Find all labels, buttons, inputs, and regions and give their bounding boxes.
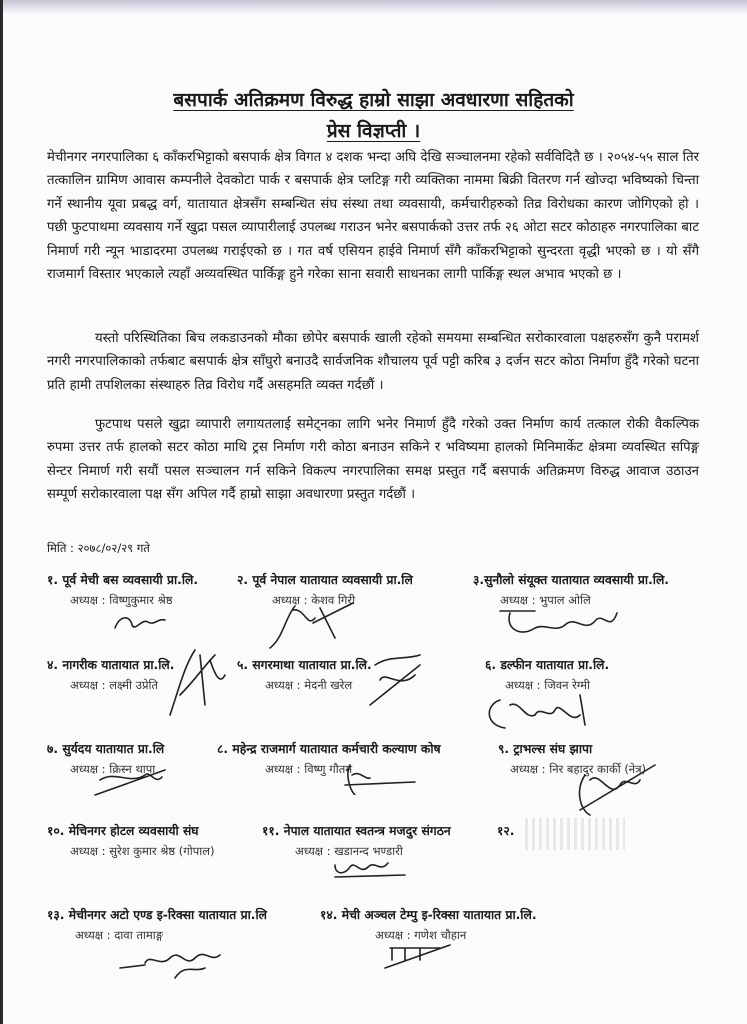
signatory-president-3: अध्यक्ष : भुपाल ओलि xyxy=(500,593,591,607)
signatory-president-4: अध्यक्ष : लक्ष्मी उप्रेति xyxy=(70,678,159,692)
signatory-org-10: १०. मेचिनगर होटल व्यवसायी संघ xyxy=(47,824,199,838)
signatory-president-8: अध्यक्ष : विष्णु गौतम xyxy=(265,762,353,776)
signature-7 xyxy=(90,765,170,800)
redacted-smudge xyxy=(525,818,625,850)
document-title xyxy=(0,86,747,112)
paragraph-3: फुटपाथ पसले खुद्रा व्यापारी लगायतलाई समेट्नका लागि भनेर निमार्ण हुँदै गरेको उक्त निर्माण कार्य तत्काल रोकी वैकल्पिक रुपमा उत्तर तर्फ हालको सटर कोठा माथि ट्रस निर्माण गरी कोठा बनाउन सकिने र भविष्यमा हालको मिनिमार्केट क्षेत्रमा व्यवस्थित सपिङ्ग सेन्टर निमार्ण गरी सयौं पसल सञ्चालन गर्न सकिने विकल्प नगरपालिका समक्ष प्रस्तुत गर्दै बसपार्क अतिक्रमण विरुद्ध आवाज उठाउन सम्पूर्ण सरोकारवाला पक्ष सँग अपिल गर्दै हाम्रो साझा अवधारणा प्रस्तुत गर्दछौं । xyxy=(47,417,699,503)
signatory-org-7: ७. सुर्यदय यातायात प्रा.लि xyxy=(47,742,165,756)
signatory-org-9: ९. ट्राभल्स संघ झापा xyxy=(498,742,593,756)
signatory-president-1: अध्यक्ष : विष्णुकुमार श्रेष्ठ xyxy=(70,593,173,607)
signatory-org-6: ६. डल्फीन यातायात प्रा.लि. xyxy=(485,658,610,672)
signatory-president-5: अध्यक्ष : मेदनी खरेल xyxy=(265,678,353,692)
signatory-org-3: ३.सुनौलो संयूक्त यातायात व्यवसायी प्रा.लि. xyxy=(473,573,669,587)
signatory-president-6: अध्यक्ष : जिवन रेग्मी xyxy=(505,678,590,692)
signatory-org-2: २. पूर्व नेपाल यातायात व्यवसायी प्रा.लि xyxy=(237,573,413,587)
signature-5 xyxy=(365,650,425,710)
signatory-president-10: अध्यक्ष : सुरेश कुमार श्रेष्ठ (गोपाल) xyxy=(70,844,215,858)
signature-8 xyxy=(340,760,420,795)
signature-1 xyxy=(110,610,170,635)
signatory-president-9: अध्यक्ष : निर बहादुर कार्की (नेत्र) xyxy=(510,762,647,776)
signatory-president-7: अध्यक्ष : क्रिस्न थापा xyxy=(70,762,156,776)
signatory-org-5: ५. सगरमाथा यातायात प्रा.लि. xyxy=(237,658,372,672)
signatory-president-2: अध्यक्ष : केशव गिरी xyxy=(272,593,356,607)
signature-11 xyxy=(330,855,410,880)
title-line-1: बसपार्क अतिक्रमण विरुद्ध हाम्रो साझा अवधारणा सहितको xyxy=(173,89,574,111)
paragraph-1: मेचीनगर नगरपालिका ६ काँकरभिट्टाको बसपार्क क्षेत्र विगत ४ दशक भन्दा अघि देखि सञ्चालनमा रहेको सर्वविदितै छ । २०५४-५५ साल तिर तत्कालिन ग्रामिण आवास कम्पनीले देवकोटा पार्क र बसपार्क क्षेत्र प्लटिङ्ग गरी व्यक्तिका नाममा बिक्री वितरण गर्न खोज्दा भविष्यको चिन्ता गर्ने स्थानीय यूवा प्रबद्ध वर्ग, यातायात क्षेत्रसँग सम्बन्धित संघ संस्था तथा व्यवसायी, कर्मचारीहरुको तिव्र विरोधका कारण जोगिएको हो । पछी फुटपाथमा व्यवसाय गर्ने खुद्रा पसल व्यापारीलाई उपलब्ध गराउन भनेर बसपार्कको उत्तर तर्फ २६ ओटा सटर कोठाहरु नगरपालिका बाट निमार्ण गरी न्यून भाडादरमा उपलब्ध गराईएको छ । गत वर्ष एसियन हाईवे निमार्ण सँगै काँकरभिट्टाको सुन्दरता वृद्धी भएको छ । यो सँगै राजमार्ग विस्तार भएकाले त्यहाँ अव्यवस्थित पार्किङ्ग हुने गरेका साना सवारी साधनका लागी पार्किङ्ग स्थल अभाव भएको छ । xyxy=(47,150,699,283)
signatory-org-14: १४. मेची अञ्चल टेम्पु इ-रिक्सा यातायात प्रा.लि. xyxy=(320,908,537,922)
signatory-org-11: ११. नेपाल यातायात स्वतन्त्र मजदुर संगठन xyxy=(262,824,451,838)
signatory-org-12: १२. xyxy=(497,824,515,838)
signatory-org-8: ८. महेन्द्र राजमार्ग यातायात कर्मचारी कल्याण कोष xyxy=(217,742,441,756)
signature-14 xyxy=(380,940,460,975)
signatory-president-11: अध्यक्ष : खडानन्द भण्डारी xyxy=(295,844,403,858)
scan-top-shadow xyxy=(0,0,747,14)
signature-2 xyxy=(265,598,355,653)
signatory-org-13: १३. मेचीनगर अटो एण्ड इ-रिक्सा यातायात प्रा.लि xyxy=(47,908,267,922)
signatory-president-14: अध्यक्ष : गणेश चौहान xyxy=(375,928,467,942)
signatory-org-1: १. पूर्व मेची बस व्यवसायी प्रा.लि. xyxy=(47,573,199,587)
signature-6 xyxy=(485,690,595,735)
title-line-2: प्रेस विज्ञप्ती । xyxy=(326,120,421,142)
document-subtitle xyxy=(0,117,747,143)
signatory-org-4: ४. नागरीक यातायात प्रा.लि. xyxy=(47,658,175,672)
signature-9 xyxy=(570,760,660,820)
signature-3 xyxy=(495,603,625,643)
signature-13 xyxy=(115,943,255,983)
signatory-president-13: अध्यक्ष : दावा तामाङ्ग xyxy=(75,928,163,942)
paragraph-2: यस्तो परिस्थितिका बिच लकडाउनको मौका छोपेर बसपार्क खाली रहेको समयमा सम्बन्धित सरोकारवाला पक्षहरुसँग कुनै परामर्श नगरी नगरपालिकाको तर्फबाट बसपार्क क्षेत्र साँघुरो बनाउदै सार्वजनिक शौचालय पूर्व पट्टी करिब ३ दर्जन सटर कोठा निर्माण हुँदै गरेको घटना प्रति हामी तपशिलका संस्थाहरु तिव्र विरोध गर्दै असहमति व्यक्त गर्दछौं । xyxy=(47,331,699,393)
document-date: मिति : २०७८/०२/२९ गते xyxy=(47,541,150,555)
scan-left-edge xyxy=(0,0,3,1024)
signature-4 xyxy=(160,645,230,720)
